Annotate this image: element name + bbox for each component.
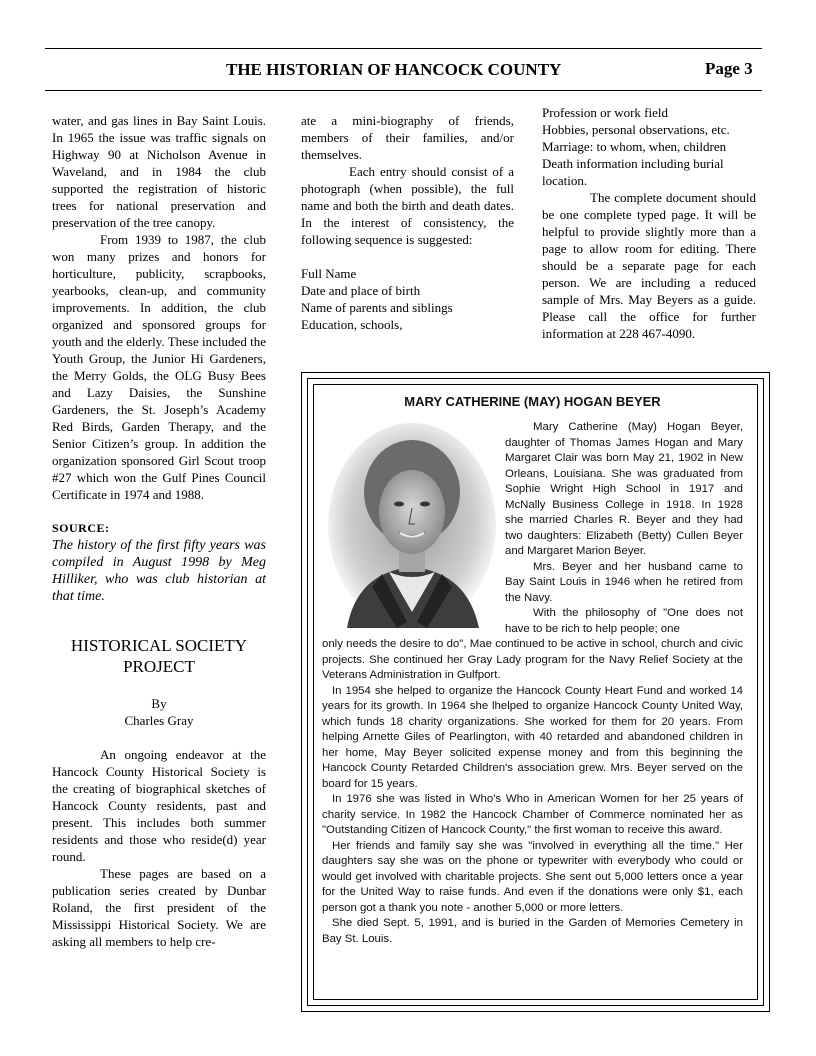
sequence-list-continued	[542, 104, 756, 189]
biography-wrapped-text	[505, 420, 743, 637]
paragraph: only needs the desire to do", Mae continued to be active in school, church and civic projects. She continued her Gray Lady program for the Navy Relief Society at the Veterans Administration in Gulfport.	[322, 638, 743, 681]
paragraph: In 1976 she was listed in Who's Who in American Women for her 25 years of charity service. In 1982 the Hancock Chamber of Commerce nominated her as "Outstanding Citizen of Hancock County," the first woman to receive this award.	[322, 793, 743, 836]
source-text: The history of the first fifty years was compiled in August 1998 by Meg Hilliker, who was club historian at that time.	[52, 538, 266, 604]
column-3	[542, 104, 756, 342]
paragraph: Mary Catherine (May) Hogan Beyer, daughter of Thomas James Hogan and Mary Margaret Clair was born May 21, 1902 in New Orleans, Louisiana. She was graduated from Sophie Wright High School in 1917 and McNally Business College in 1918. In 1928 she married Charles R. Beyer and they had two daughters: Elizabeth (Betty) Cullen Beyer and Margaret Marion Beyer.	[505, 421, 743, 557]
paragraph: ate a mini-biography of friends, members of their families, and/or themselves.	[301, 113, 514, 162]
sample-biography	[322, 392, 743, 986]
header-top-rule	[45, 48, 762, 49]
article-title: HISTORICAL SOCIETY PROJECT	[70, 636, 248, 676]
sample-title: MARY CATHERINE (MAY) HOGAN BEYER	[404, 394, 661, 409]
paragraph: These pages are based on a publication series created by Dunbar Roland, the first president of the Mississippi Historical Society. We are asking all members to help cre-	[52, 866, 266, 949]
list-item: Profession or work field	[542, 105, 669, 120]
portrait-photo	[327, 422, 497, 628]
paragraph: With the philosophy of "One does not have to be rich to help people; one	[505, 607, 743, 635]
paragraph: An ongoing endeavor at the Hancock County Historical Society is the creating of biographical sketches of Hancock County residents, past and present. This includes both summer residents and those who reside(d) year round.	[52, 747, 266, 864]
paragraph: In 1954 she helped to organize the Hancock County Heart Fund and worked 14 years for its growth. In 1964 she lhelped to organize Hancock County United Way, which funds 18 charity organizations. She worked for them for 20 years. From helping Arnette Giles of Pearlington, with 40 retarded and abandoned children in her home, May Beyer solicited expense money and from this beginning the Hancock County Retarded Children's association grew. Mrs. Beyer served on the board for 15 years.	[322, 684, 743, 790]
sequence-list	[301, 265, 514, 333]
author-name: Charles Gray	[124, 713, 194, 728]
paragraph: She died Sept. 5, 1991, and is buried in the Garden of Memories Cemetery in Bay St. Louis.	[322, 917, 743, 945]
column-1	[52, 112, 266, 950]
sample-biography-frame	[301, 372, 770, 1012]
paragraph: Each entry should consist of a photograph (when possible), the full name and both the birth and death dates. In the interest of consistency, the following sequence is suggested:	[301, 164, 514, 247]
header-bottom-rule	[45, 90, 762, 91]
biography-full-text	[322, 637, 743, 947]
list-item: Name of parents and siblings	[301, 300, 453, 315]
list-item: Marriage: to whom, when, children	[542, 139, 727, 154]
paragraph: Mrs. Beyer and her husband came to Bay Saint Louis in 1946 when he retired from the Navy.	[505, 560, 743, 604]
list-item: Education, schools,	[301, 317, 403, 332]
newsletter-title: THE HISTORIAN OF HANCOCK COUNTY	[226, 60, 562, 79]
page-number: Page 3	[705, 59, 753, 78]
paragraph: The complete document should be one complete typed page. It will be helpful to provide slightly more than a page to allow room for editing. There should be a separate page for each person. We are including a reduced sample of Mrs. May Beyers as a guide. Please call the office for further information at 228 467-4090.	[542, 190, 756, 341]
list-item: Death information including burial location.	[542, 156, 724, 188]
paragraph: water, and gas lines in Bay Saint Louis. In 1965 the issue was traffic signals on Highway 90 at Nicholson Avenue in Waveland, and in 1984 the club supported the registration of historic trees for national preservation and preservation of the tree canopy.	[52, 113, 266, 230]
list-item: Full Name	[301, 266, 357, 281]
column-2	[301, 112, 514, 333]
list-item: Hobbies, personal observations, etc.	[542, 122, 730, 137]
list-item: Date and place of birth	[301, 283, 421, 298]
source-label: SOURCE:	[52, 521, 110, 535]
byline: By	[151, 696, 167, 711]
paragraph: Her friends and family say she was "involved in everything all the time." Her daughters say she was on the phone or typewriter with everybody who could or would get involved with charitable projects. She sent out 5,000 letters once a year for the United Way to raise funds. And even if the donations were only $1, each person got a thank you note - another 5,000 or more letters.	[322, 839, 743, 914]
paragraph: From 1939 to 1987, the club won many prizes and honors for horticulture, publicity, scrapbooks, yearbooks, clean-up, and community improvements. In addition, the club organized and sponsored groups for youth and the elderly. These included the Youth Group, the Junior Hi Gardeners, the Merry Golds, the OLG Busy Bees and Lazy Daisies, the Sunshine Gardeners, the St. Joseph’s Academy Red Birds, Garden Therapy, and the Senior Citizen’s group. In addition the organization sponsored Girl Scout troop #27 which won the Gulf Pines Council Certificate in 1974 and 1988.	[52, 232, 266, 502]
